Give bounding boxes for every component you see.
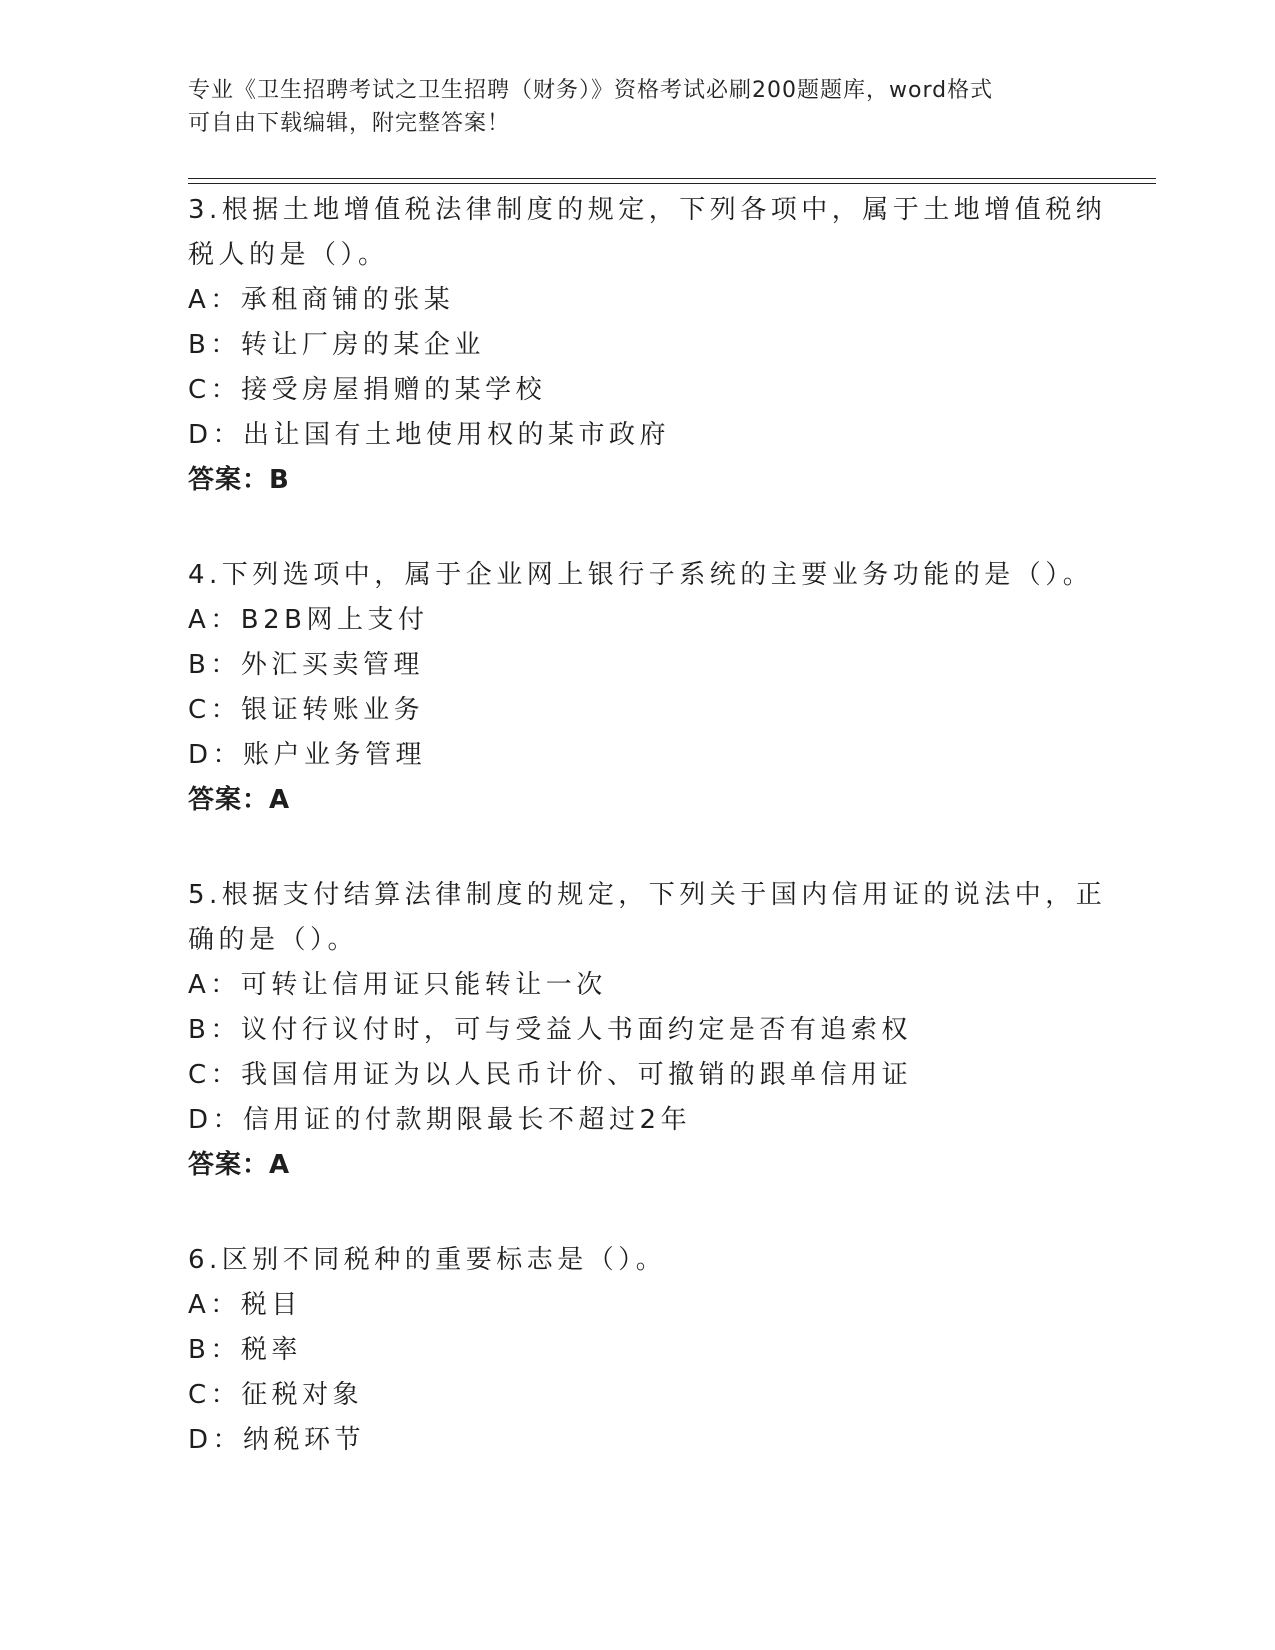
- option-d: D：纳税环节: [188, 1425, 366, 1455]
- question-5: [188, 873, 1107, 1188]
- option-a: A：税目: [188, 1290, 302, 1320]
- question-stem: 5.根据支付结算法律制度的规定，下列关于国内信用证的说法中，正: [188, 880, 1107, 910]
- option-c: C：征税对象: [188, 1380, 364, 1410]
- option-d: D：出让国有土地使用权的某市政府: [188, 420, 671, 450]
- question-4: [188, 553, 1094, 823]
- answer: 答案：A: [188, 785, 291, 815]
- option-b: B：税率: [188, 1335, 302, 1365]
- question-6: [188, 1238, 1088, 1463]
- question-stem-continued: 税人的是（）。: [188, 240, 389, 270]
- option-b: B：外汇买卖管理: [188, 650, 424, 680]
- option-a: A：承租商铺的张某: [188, 285, 455, 315]
- option-d: D：账户业务管理: [188, 740, 427, 770]
- answer: 答案：A: [188, 1150, 291, 1180]
- question-stem: 6.区别不同税种的重要标志是（）。: [188, 1245, 667, 1275]
- option-c: C：接受房屋捐赠的某学校: [188, 375, 547, 405]
- question-stem: 3.根据土地增值税法律制度的规定，下列各项中，属于土地增值税纳: [188, 195, 1107, 225]
- option-a: A：可转让信用证只能转让一次: [188, 970, 607, 1000]
- question-stem-continued: 确的是（）。: [188, 925, 359, 955]
- option-b: B：转让厂房的某企业: [188, 330, 485, 360]
- header-title-line-2: 可自由下载编辑，附完整答案！: [188, 111, 511, 136]
- header-divider-bottom: [188, 183, 1156, 184]
- option-c: C：银证转账业务: [188, 695, 425, 725]
- option-d: D：信用证的付款期限最长不超过2年: [188, 1105, 692, 1135]
- header-divider-top: [188, 178, 1156, 179]
- question-3: [188, 188, 1107, 503]
- option-c: C：我国信用证为以人民币计价、可撤销的跟单信用证: [188, 1060, 913, 1090]
- question-stem: 4.下列选项中，属于企业网上银行子系统的主要业务功能的是（）。: [188, 560, 1094, 590]
- option-b: B：议付行议付时，可与受益人书面约定是否有追索权: [188, 1015, 912, 1045]
- option-a: A：B2B网上支付: [188, 605, 429, 635]
- answer: 答案：B: [188, 465, 290, 495]
- document-header: [188, 74, 1088, 140]
- header-title-line-1: 专业《卫生招聘考试之卫生招聘（财务）》资格考试必刷200题题库，word格式: [188, 78, 994, 103]
